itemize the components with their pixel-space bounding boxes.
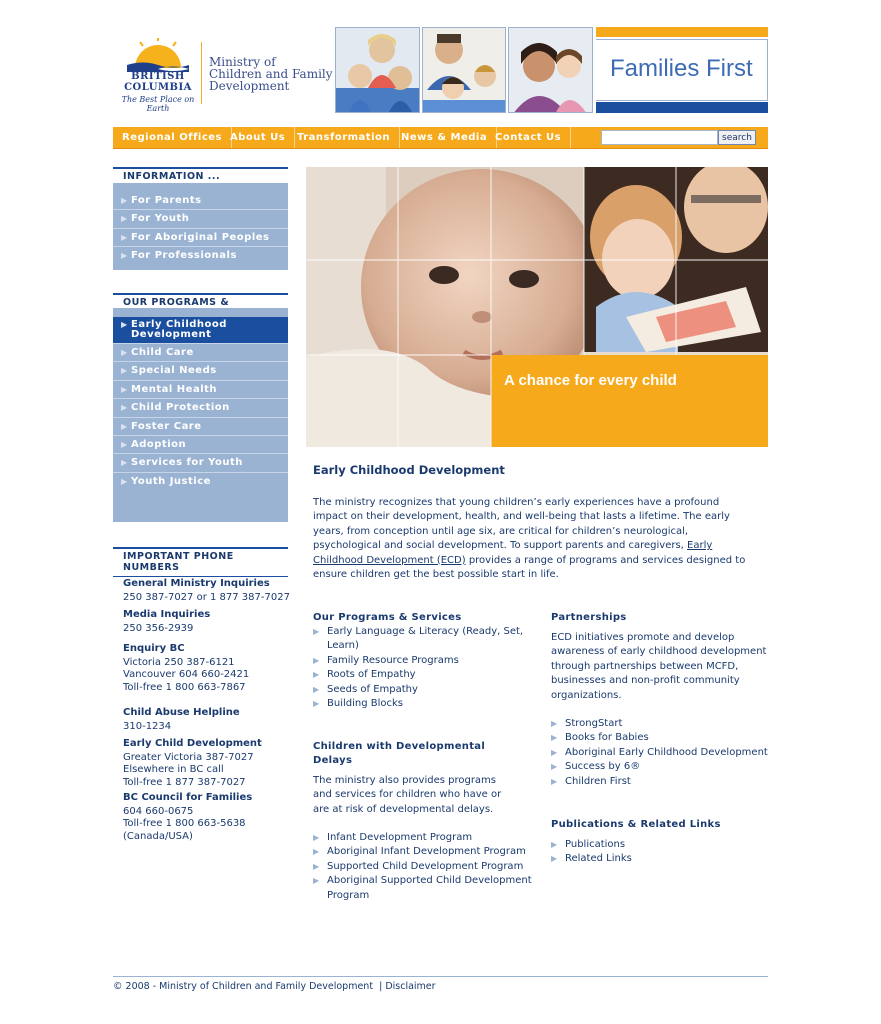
- link-seeds-of-empathy[interactable]: [313, 683, 528, 697]
- phone-line: Greater Victoria 387-7027: [123, 751, 254, 763]
- arrow-icon: ▶: [121, 320, 128, 329]
- phone-title: Child Abuse Helpline: [123, 707, 240, 718]
- nav-contact-us[interactable]: Contact Us: [486, 127, 571, 148]
- arrow-icon: ▶: [121, 421, 128, 431]
- ecd-link[interactable]: Early Childhood Development (ECD): [313, 540, 713, 566]
- arrow-icon: ▶: [551, 762, 558, 772]
- sidebar-item-child-care[interactable]: [113, 344, 288, 362]
- arrow-icon: ▶: [551, 719, 558, 728]
- arrow-icon: ▶: [313, 670, 320, 680]
- phone-line: 250 387-7027 or 1 877 387-7027: [123, 591, 290, 603]
- developmental-programs-list: [313, 831, 538, 903]
- phone-title: Media Inquiries: [123, 609, 211, 620]
- link-label: Family Resource Programs: [327, 654, 459, 666]
- sidebar-item-label: Services for Youth: [131, 457, 243, 469]
- hero-baby-photo: [306, 167, 768, 447]
- sidebar-item-label: Adoption: [131, 438, 187, 450]
- phone-line: 604 660-0675: [123, 805, 194, 817]
- link-success-by-6[interactable]: [551, 760, 776, 774]
- phone-line: 250 356-2939: [123, 622, 194, 634]
- phone-line: Toll-free 1 800 663-5638: [123, 818, 246, 830]
- sidebar-item-label: Child Protection: [131, 402, 230, 414]
- link-related-links[interactable]: [551, 852, 751, 866]
- link-label: Children First: [565, 775, 631, 787]
- sidebar-item-label: Mental Health: [131, 383, 218, 395]
- ministry-name: [209, 56, 334, 92]
- arrow-icon: ▶: [313, 847, 320, 857]
- partnerships-heading: Partnerships: [551, 612, 627, 623]
- hero-tagline: A chance for every child: [504, 372, 677, 389]
- link-label: StrongStart: [565, 718, 623, 729]
- ministry-name-line: Ministry of: [209, 55, 276, 69]
- sidebar-item-label: Early Childhood Development: [131, 319, 227, 340]
- link-label: Success by 6®: [565, 761, 641, 773]
- phone-general-inquiries: [123, 578, 293, 604]
- phone-bc-council-for-families: [123, 792, 293, 843]
- phone-numbers-heading: IMPORTANT PHONE NUMBERS: [113, 547, 288, 577]
- sidebar-item-label: Foster Care: [131, 420, 202, 432]
- sidebar-item-label: For Parents: [131, 195, 202, 206]
- phone-media-inquiries: [123, 609, 293, 635]
- sidebar-item-early-childhood-development[interactable]: [113, 317, 288, 344]
- link-infant-development-program[interactable]: [313, 831, 538, 845]
- arrow-icon: ▶: [121, 348, 128, 357]
- families-first-banner: [596, 27, 768, 113]
- link-aboriginal-infant-development-program[interactable]: [313, 845, 538, 859]
- arrow-icon: ▶: [313, 655, 320, 665]
- sidebar-item-for-professionals[interactable]: [113, 247, 288, 265]
- arrow-icon: ▶: [121, 232, 128, 242]
- sidebar-item-youth-justice[interactable]: [113, 473, 288, 491]
- link-aboriginal-early-childhood-development[interactable]: [551, 746, 776, 760]
- sidebar-item-special-needs[interactable]: [113, 362, 288, 380]
- sidebar-item-label: For Professionals: [131, 250, 237, 262]
- header-family-photos: [335, 27, 593, 113]
- arrow-icon: ▶: [551, 733, 558, 743]
- phone-child-abuse-helpline: [123, 707, 293, 733]
- arrow-icon: ▶: [121, 458, 128, 468]
- information-menu: [113, 183, 288, 270]
- arrow-icon: ▶: [121, 439, 128, 449]
- header-divider: [201, 42, 202, 104]
- arrow-icon: ▶: [551, 854, 558, 864]
- developmental-delays-heading: Children with Developmental Delays: [313, 741, 486, 766]
- arrow-icon: ▶: [551, 747, 558, 757]
- nav-regional-offices[interactable]: Regional Offices: [113, 127, 232, 148]
- arrow-icon: ▶: [313, 833, 320, 842]
- arrow-icon: ▶: [121, 196, 128, 205]
- sidebar-item-for-aboriginal-peoples[interactable]: [113, 229, 288, 247]
- link-roots-of-empathy[interactable]: [313, 668, 528, 682]
- link-label: Aboriginal Infant Development Program: [327, 846, 526, 858]
- link-label: Books for Babies: [565, 732, 649, 744]
- banner-top-stripe: [596, 27, 768, 37]
- partnerships-text: ECD initiatives promote and develop awareness of early childhood development through partnerships between MCFD, businesses and non-profit community organizations.: [551, 632, 767, 701]
- logo-tagline: The Best Place on Earth: [121, 95, 195, 113]
- arrow-icon: ▶: [313, 699, 320, 709]
- phone-line: Toll-free 1 877 387-7027: [123, 776, 246, 788]
- sidebar-item-for-parents[interactable]: [113, 192, 288, 210]
- programs-link-list: [313, 625, 528, 711]
- arrow-icon: ▶: [121, 476, 128, 486]
- sidebar-item-label: Youth Justice: [131, 475, 211, 487]
- phone-line: Elsewhere in BC call: [123, 764, 224, 776]
- sidebar-item-for-youth[interactable]: [113, 210, 288, 228]
- phone-title: General Ministry Inquiries: [123, 578, 270, 589]
- partnerships-link-list: [551, 717, 776, 789]
- arrow-icon: ▶: [121, 366, 128, 376]
- link-supported-child-development-program[interactable]: [313, 860, 538, 874]
- publications-link-list: [551, 838, 751, 867]
- family-photo-1: [335, 27, 420, 113]
- footer-divider: [113, 976, 768, 977]
- link-label: Roots of Empathy: [327, 669, 416, 681]
- nav-about-us[interactable]: About Us: [221, 127, 295, 148]
- link-label: Supported Child Development Program: [327, 860, 524, 872]
- link-strongstart[interactable]: [551, 717, 776, 731]
- sidebar-item-label: Special Needs: [131, 365, 217, 377]
- link-label: Publications: [565, 839, 626, 850]
- developmental-delays-text: The ministry also provides programs and services for children who have or are at risk of developmental delays.: [313, 775, 502, 815]
- phone-title: BC Council for Families: [123, 792, 253, 803]
- link-aboriginal-supported-child-development-program[interactable]: [313, 874, 538, 903]
- arrow-icon: ▶: [313, 627, 320, 636]
- families-first-title: Families First: [610, 55, 753, 82]
- footer-disclaimer-link[interactable]: Disclaimer: [385, 981, 436, 992]
- sidebar-item-mental-health[interactable]: [113, 381, 288, 399]
- link-label: Seeds of Empathy: [327, 683, 418, 695]
- programs-menu: [113, 308, 288, 522]
- link-publications[interactable]: [551, 838, 751, 852]
- logo-text-line1: BRITISH: [131, 71, 185, 82]
- link-early-language-literacy[interactable]: [313, 625, 528, 654]
- top-nav-bar: [113, 127, 768, 149]
- logo-text-line2: COLUMBIA: [124, 82, 192, 93]
- intro-paragraph: [313, 496, 753, 582]
- phone-enquiry-bc: [123, 643, 293, 694]
- arrow-icon: ▶: [551, 840, 558, 849]
- footer: [113, 981, 436, 992]
- intro-text: provides a range of programs and services designed to ensure children get the best possible start in life.: [313, 554, 746, 581]
- page-title: Early Childhood Development: [313, 463, 505, 477]
- sun-logo-icon: [113, 38, 203, 72]
- phone-line: (Canada/USA): [123, 830, 193, 842]
- sidebar-item-foster-care[interactable]: [113, 418, 288, 436]
- programs-heading: OUR PROGRAMS &: [113, 293, 288, 321]
- link-label: Related Links: [565, 853, 632, 865]
- phone-line: Vancouver 604 660-2421: [123, 669, 250, 681]
- link-children-first[interactable]: [551, 775, 776, 789]
- intro-text: The ministry recognizes that young children’s early experiences have a profound impact on their development, health, and well-being that lasts a lifetime. The early years, from conception until age six, are critical for children’s neurological, psychological and social development. To support parents and caregivers,: [313, 497, 730, 552]
- search-button[interactable]: search: [718, 130, 756, 145]
- footer-separator: |: [379, 981, 383, 992]
- arrow-icon: ▶: [121, 384, 128, 394]
- hero-banner: [306, 167, 768, 447]
- arrow-icon: ▶: [121, 214, 128, 224]
- arrow-icon: ▶: [313, 876, 320, 886]
- phone-line: 310-1234: [123, 720, 172, 732]
- link-building-blocks[interactable]: [313, 697, 528, 711]
- link-books-for-babies[interactable]: [551, 731, 776, 745]
- search-input[interactable]: [601, 130, 718, 145]
- arrow-icon: ▶: [313, 861, 320, 871]
- bc-logo[interactable]: [113, 38, 208, 113]
- phone-title: Enquiry BC: [123, 643, 185, 654]
- nav-news-media[interactable]: News & Media: [392, 127, 497, 148]
- footer-copyright: © 2008 - Ministry of Children and Family Development: [113, 981, 374, 992]
- arrow-icon: ▶: [121, 251, 128, 261]
- sidebar-item-adoption[interactable]: [113, 436, 288, 454]
- information-heading: INFORMATION ...: [113, 167, 288, 184]
- phone-title: Early Child Development: [123, 738, 262, 749]
- ministry-name-line: Children and Family: [209, 67, 333, 81]
- phone-line: Toll-free 1 800 663-7867: [123, 681, 246, 693]
- link-family-resource-programs[interactable]: [313, 654, 528, 668]
- sidebar-item-label: For Aboriginal Peoples: [131, 231, 270, 243]
- arrow-icon: ▶: [121, 403, 128, 413]
- ministry-name-line: Development: [209, 79, 290, 93]
- banner-bottom-stripe: [596, 102, 768, 113]
- arrow-icon: ▶: [551, 776, 558, 786]
- phone-line: Victoria 250 387-6121: [123, 656, 235, 668]
- link-label: Early Language & Literacy (Ready, Set, Learn): [327, 626, 524, 652]
- arrow-icon: ▶: [313, 684, 320, 694]
- sidebar-item-child-protection[interactable]: [113, 399, 288, 417]
- sidebar-item-services-for-youth[interactable]: [113, 454, 288, 472]
- publications-heading: Publications & Related Links: [551, 819, 721, 830]
- programs-services-heading: Our Programs & Services: [313, 612, 462, 623]
- family-photo-3: [508, 27, 593, 113]
- link-label: Aboriginal Supported Child Development Program: [327, 875, 532, 901]
- link-label: Infant Development Program: [327, 832, 473, 843]
- phone-early-child-development: [123, 738, 293, 789]
- nav-transformation[interactable]: Transformation: [288, 127, 400, 148]
- family-photo-2: [422, 27, 507, 113]
- sidebar-item-label: Child Care: [131, 347, 194, 358]
- sidebar-item-label: For Youth: [131, 213, 190, 225]
- link-label: Building Blocks: [327, 698, 404, 710]
- link-label: Aboriginal Early Childhood Development: [565, 746, 768, 758]
